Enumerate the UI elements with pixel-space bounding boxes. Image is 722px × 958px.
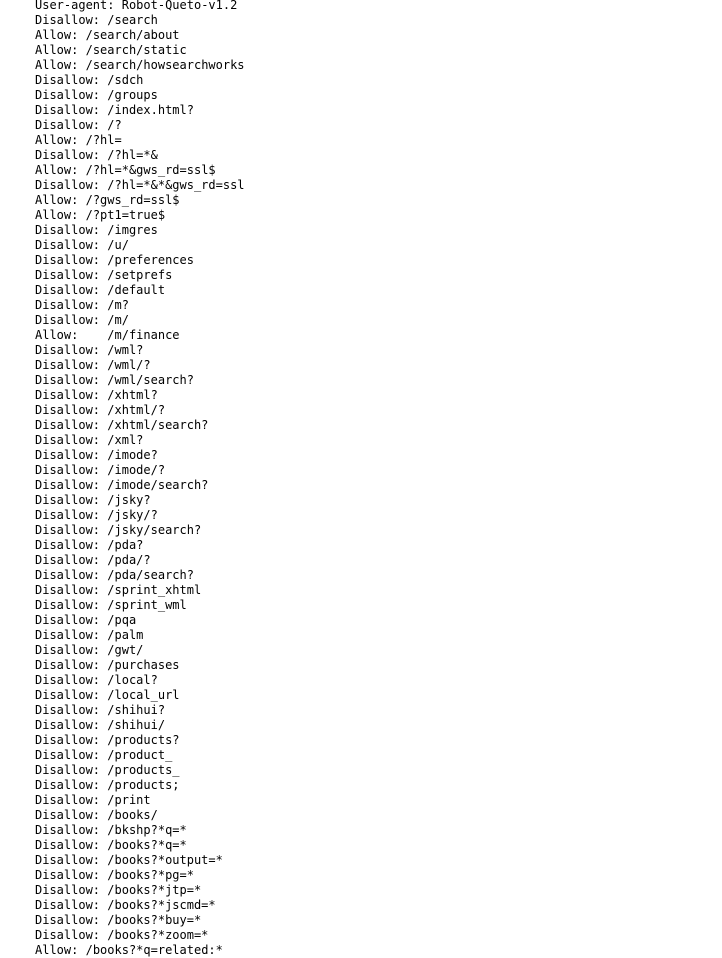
robots-directive-line — [35, 208, 715, 223]
robots-directive-line — [35, 13, 715, 28]
robots-directive-line — [35, 523, 715, 538]
robots-directive-line — [35, 118, 715, 133]
directive-keyword: Disallow: — [35, 883, 101, 897]
directive-keyword: Disallow: — [35, 553, 101, 567]
robots-directive-line — [35, 433, 715, 448]
directive-keyword: Disallow: — [35, 763, 101, 777]
robots-directive-line — [35, 163, 715, 178]
directive-path: /wml/search? — [107, 373, 194, 387]
directive-path: /?hl=*&gws_rd=ssl$ — [85, 163, 216, 177]
directive-path: /?pt1=true$ — [85, 208, 166, 222]
directive-keyword: Disallow: — [35, 478, 101, 492]
directive-path: /index.html? — [107, 103, 194, 117]
directive-keyword: Disallow: — [35, 403, 101, 417]
directive-keyword: User-agent: — [35, 0, 115, 12]
directive-path: /setprefs — [107, 268, 173, 282]
robots-directive-line — [35, 358, 715, 373]
directive-path: /search/about — [85, 28, 180, 42]
directive-separator — [78, 193, 85, 207]
directive-path: /purchases — [107, 658, 180, 672]
directive-keyword: Allow: — [35, 28, 79, 42]
directive-keyword: Disallow: — [35, 508, 101, 522]
directive-path: /pqa — [107, 613, 137, 627]
directive-keyword: Disallow: — [35, 313, 101, 327]
directive-path: /groups — [107, 88, 158, 102]
directive-keyword: Disallow: — [35, 433, 101, 447]
directive-path: /?hl=*& — [107, 148, 158, 162]
directive-keyword: Disallow: — [35, 808, 101, 822]
directive-path: /xhtml/? — [107, 403, 166, 417]
directive-path: /books?*pg=* — [107, 868, 194, 882]
directive-path: /default — [107, 283, 166, 297]
robots-directive-line — [35, 238, 715, 253]
robots-directive-line — [35, 493, 715, 508]
directive-keyword: Disallow: — [35, 418, 101, 432]
directive-keyword: Disallow: — [35, 733, 101, 747]
directive-path: /m/finance — [107, 328, 180, 342]
directive-path: /imode/search? — [107, 478, 209, 492]
robots-directive-line — [35, 298, 715, 313]
robots-directive-line — [35, 253, 715, 268]
directive-keyword: Disallow: — [35, 178, 101, 192]
directive-keyword: Allow: — [35, 328, 79, 342]
robots-directive-line — [35, 883, 715, 898]
directive-separator — [78, 133, 85, 147]
directive-path: /sdch — [107, 73, 144, 87]
robots-txt-document — [35, 0, 715, 957]
robots-directive-line — [35, 838, 715, 853]
robots-directive-line — [35, 148, 715, 163]
robots-directive-line — [35, 943, 715, 958]
robots-directive-line — [35, 463, 715, 478]
directive-path: /books?*jscmd=* — [107, 898, 216, 912]
directive-separator — [78, 208, 85, 222]
directive-keyword: Allow: — [35, 58, 79, 72]
directive-keyword: Disallow: — [35, 73, 101, 87]
directive-keyword: Disallow: — [35, 373, 101, 387]
directive-keyword: Disallow: — [35, 583, 101, 597]
robots-directive-line — [35, 538, 715, 553]
directive-path: /palm — [107, 628, 144, 642]
directive-path: /sprint_xhtml — [107, 583, 202, 597]
robots-directive-line — [35, 193, 715, 208]
directive-keyword: Disallow: — [35, 223, 101, 237]
robots-directive-line — [35, 553, 715, 568]
robots-directive-line — [35, 313, 715, 328]
directive-keyword: Disallow: — [35, 13, 101, 27]
directive-keyword: Disallow: — [35, 658, 101, 672]
directive-keyword: Disallow: — [35, 718, 101, 732]
directive-path: /sprint_wml — [107, 598, 187, 612]
directive-keyword: Disallow: — [35, 928, 101, 942]
directive-path: /xml? — [107, 433, 144, 447]
directive-path: /u/ — [107, 238, 129, 252]
directive-path: /?gws_rd=ssl$ — [85, 193, 180, 207]
directive-keyword: Disallow: — [35, 823, 101, 837]
directive-keyword: Disallow: — [35, 283, 101, 297]
robots-directive-line — [35, 133, 715, 148]
directive-path: /pda/search? — [107, 568, 194, 582]
directive-keyword: Allow: — [35, 43, 79, 57]
directive-path: /m? — [107, 298, 129, 312]
directive-path: /books?*q=related:* — [85, 943, 223, 957]
directive-keyword: Disallow: — [35, 118, 101, 132]
robots-directive-line — [35, 778, 715, 793]
directive-path: /? — [107, 118, 122, 132]
robots-directive-line — [35, 73, 715, 88]
robots-directive-line — [35, 868, 715, 883]
directive-path: /books?*buy=* — [107, 913, 202, 927]
directive-path: /pda? — [107, 538, 144, 552]
robots-directive-line — [35, 598, 715, 613]
robots-directive-line — [35, 688, 715, 703]
directive-path: /products_ — [107, 763, 180, 777]
directive-keyword: Disallow: — [35, 643, 101, 657]
directive-path: Robot-Queto-v1.2 — [121, 0, 238, 12]
directive-keyword: Disallow: — [35, 88, 101, 102]
directive-keyword: Disallow: — [35, 748, 101, 762]
directive-path: /jsky/search? — [107, 523, 202, 537]
robots-directive-line — [35, 388, 715, 403]
robots-directive-line — [35, 853, 715, 868]
directive-keyword: Disallow: — [35, 238, 101, 252]
directive-path: /bkshp?*q=* — [107, 823, 187, 837]
robots-directive-line — [35, 583, 715, 598]
directive-separator — [78, 328, 107, 342]
robots-directive-line — [35, 283, 715, 298]
directive-path: /local_url — [107, 688, 180, 702]
robots-directive-line — [35, 748, 715, 763]
directive-path: /imode? — [107, 448, 158, 462]
robots-directive-line — [35, 103, 715, 118]
directive-path: /preferences — [107, 253, 194, 267]
directive-keyword: Allow: — [35, 163, 79, 177]
directive-separator — [78, 58, 85, 72]
directive-keyword: Disallow: — [35, 343, 101, 357]
directive-path: /books?*q=* — [107, 838, 187, 852]
directive-path: /xhtml? — [107, 388, 158, 402]
directive-separator — [78, 43, 85, 57]
directive-path: /imode/? — [107, 463, 166, 477]
directive-keyword: Disallow: — [35, 838, 101, 852]
robots-directive-line — [35, 223, 715, 238]
directive-path: /products; — [107, 778, 180, 792]
directive-keyword: Disallow: — [35, 853, 101, 867]
directive-path: /books?*jtp=* — [107, 883, 202, 897]
robots-directive-line — [35, 0, 715, 13]
directive-keyword: Disallow: — [35, 868, 101, 882]
directive-separator — [78, 28, 85, 42]
directive-keyword: Allow: — [35, 133, 79, 147]
directive-path: /books?*zoom=* — [107, 928, 209, 942]
robots-directive-line — [35, 808, 715, 823]
directive-path: /wml/? — [107, 358, 151, 372]
robots-directive-line — [35, 43, 715, 58]
robots-directive-line — [35, 88, 715, 103]
robots-directive-line — [35, 703, 715, 718]
robots-directive-line — [35, 913, 715, 928]
directive-keyword: Allow: — [35, 208, 79, 222]
robots-directive-line — [35, 418, 715, 433]
directive-keyword: Allow: — [35, 943, 79, 957]
robots-directive-line — [35, 763, 715, 778]
robots-directive-line — [35, 178, 715, 193]
directive-keyword: Disallow: — [35, 673, 101, 687]
directive-keyword: Allow: — [35, 193, 79, 207]
robots-directive-line — [35, 403, 715, 418]
directive-keyword: Disallow: — [35, 688, 101, 702]
directive-path: /search — [107, 13, 158, 27]
directive-path: /local? — [107, 673, 158, 687]
robots-directive-line — [35, 673, 715, 688]
directive-keyword: Disallow: — [35, 568, 101, 582]
robots-directive-line — [35, 448, 715, 463]
directive-keyword: Disallow: — [35, 703, 101, 717]
robots-directive-line — [35, 343, 715, 358]
directive-keyword: Disallow: — [35, 898, 101, 912]
directive-path: /gwt/ — [107, 643, 144, 657]
robots-directive-line — [35, 268, 715, 283]
robots-directive-line — [35, 928, 715, 943]
robots-directive-line — [35, 478, 715, 493]
robots-directive-line — [35, 568, 715, 583]
directive-path: /jsky/? — [107, 508, 158, 522]
robots-directive-line — [35, 328, 715, 343]
directive-keyword: Disallow: — [35, 778, 101, 792]
directive-keyword: Disallow: — [35, 463, 101, 477]
directive-separator — [78, 943, 85, 957]
directive-keyword: Disallow: — [35, 358, 101, 372]
robots-directive-line — [35, 508, 715, 523]
robots-directive-line — [35, 823, 715, 838]
directive-keyword: Disallow: — [35, 148, 101, 162]
directive-keyword: Disallow: — [35, 448, 101, 462]
directive-path: /search/static — [85, 43, 187, 57]
directive-path: /wml? — [107, 343, 144, 357]
directive-keyword: Disallow: — [35, 523, 101, 537]
directive-keyword: Disallow: — [35, 628, 101, 642]
directive-keyword: Disallow: — [35, 493, 101, 507]
directive-keyword: Disallow: — [35, 253, 101, 267]
directive-keyword: Disallow: — [35, 913, 101, 927]
directive-separator — [78, 163, 85, 177]
directive-path: /shihui/ — [107, 718, 166, 732]
directive-path: /books/ — [107, 808, 158, 822]
robots-directive-line — [35, 658, 715, 673]
robots-directive-line — [35, 793, 715, 808]
directive-path: /pda/? — [107, 553, 151, 567]
directive-keyword: Disallow: — [35, 613, 101, 627]
directive-path: /product_ — [107, 748, 173, 762]
directive-keyword: Disallow: — [35, 298, 101, 312]
directive-keyword: Disallow: — [35, 598, 101, 612]
robots-directive-line — [35, 898, 715, 913]
robots-directive-line — [35, 643, 715, 658]
directive-path: /?hl= — [85, 133, 122, 147]
directive-separator — [114, 0, 121, 12]
robots-directive-line — [35, 58, 715, 73]
directive-path: /imgres — [107, 223, 158, 237]
directive-keyword: Disallow: — [35, 388, 101, 402]
directive-path: /shihui? — [107, 703, 166, 717]
directive-path: /jsky? — [107, 493, 151, 507]
robots-directive-line — [35, 733, 715, 748]
directive-path: /?hl=*&*&gws_rd=ssl — [107, 178, 245, 192]
directive-path: /xhtml/search? — [107, 418, 209, 432]
robots-directive-line — [35, 28, 715, 43]
directive-path: /print — [107, 793, 151, 807]
directive-keyword: Disallow: — [35, 268, 101, 282]
directive-keyword: Disallow: — [35, 103, 101, 117]
directive-path: /books?*output=* — [107, 853, 223, 867]
robots-directive-line — [35, 628, 715, 643]
robots-directive-line — [35, 373, 715, 388]
directive-keyword: Disallow: — [35, 538, 101, 552]
robots-directive-line — [35, 613, 715, 628]
directive-path: /products? — [107, 733, 180, 747]
directive-path: /search/howsearchworks — [85, 58, 245, 72]
directive-keyword: Disallow: — [35, 793, 101, 807]
directive-path: /m/ — [107, 313, 129, 327]
robots-directive-line — [35, 718, 715, 733]
